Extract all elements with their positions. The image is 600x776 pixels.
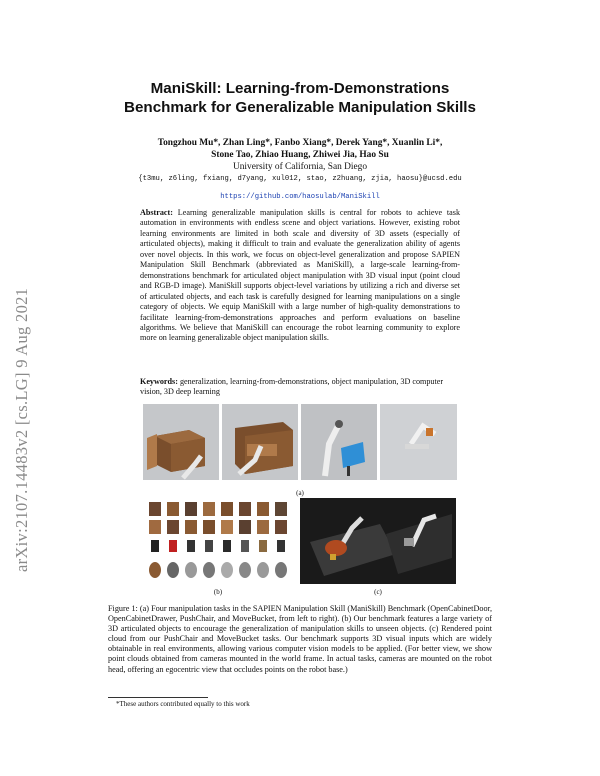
figure-a-tasks xyxy=(143,404,457,480)
figure-caption: Figure 1: (a) Four manipulation tasks in the SAPIEN Manipulation Skill (ManiSkill) Benchmark (OpenCabinetDoor, OpenCabinetDrawer, PushChair, and MoveBucket, from left to right). (b) Our benchmark features a large variety of 3D articulated objects to encourage the generalization of manipulation skills to unseen objects. (c) Rendered point cloud from our PushChair and MoveBucket tasks. Our benchmark supports 3D visual inputs which are widely obtainable in real environments, allowing various computer vision models to be applied. (For better view, we show point clouds obtained from cameras mounted in the world frame. In actual tasks, cameras are mounted on the robot head, offering an egocentric view that occludes points on the robot base.) xyxy=(108,604,492,674)
figure-c-label: (c) xyxy=(374,588,382,596)
keywords xyxy=(140,377,460,398)
abstract-text: Learning generalizable manipulation skills is central for robots to achieve task automation in environments with endless scene and object variations. However, existing robot learning environments are limited in both scale and diversity of 3D assets (especially of articulated objects), making it difficult to train and evaluate the generalization ability of agents over novel objects. In this work, we focus on object-level generalization and propose SAPIEN Manipulation Skill Benchmark (abbreviated as ManiSkill), a large-scale learning-from-demonstrations benchmark for articulated object manipulation with 3D visual input (point cloud and RGB-D image). ManiSkill supports object-level variations by utilizing a rich and diverse set of articulated objects, and each task is carefully designed for learning manipulations on a single category of objects. We equip ManiSkill with a large number of high-quality demonstrations to facilitate learning-from-demonstrations approaches and perform evaluations on baseline algorithms. We believe that ManiSkill can encourage the robot learning community to explore more on learning generalizable object manipulation skills. xyxy=(140,208,461,343)
authors-line-2: Stone Tao, Zhiao Huang, Zhiwei Jia, Hao Su xyxy=(211,150,389,160)
figure-b-object-grid xyxy=(143,500,293,584)
footnote: *These authors contributed equally to this work xyxy=(116,700,250,708)
bucket-assets-row xyxy=(149,562,287,578)
emails: {t3mu, z6ling, fxiang, d7yang, xul012, stao, z2huang, zjia, haosu}@ucsd.edu xyxy=(138,175,462,183)
paper-title xyxy=(0,79,600,117)
title-line-1: ManiSkill: Learning-from-Demonstrations xyxy=(150,80,450,97)
cabinet-assets-row-2 xyxy=(149,520,287,534)
footnote-rule xyxy=(108,697,208,698)
cabinet-assets-row-1 xyxy=(149,502,287,516)
open-cabinet-drawer-render xyxy=(222,404,298,480)
abstract xyxy=(140,208,460,344)
repo-link[interactable]: https://github.com/haosulab/ManiSkill xyxy=(220,193,380,201)
authors-line-1: Tongzhou Mu*, Zhan Ling*, Fanbo Xiang*, Derek Yang*, Xuanlin Li*, xyxy=(157,138,443,148)
title-line-2: Benchmark for Generalizable Manipulation Skills xyxy=(124,99,476,116)
figure-b-label: (b) xyxy=(213,588,223,596)
move-bucket-render xyxy=(380,404,457,480)
keywords-text: generalization, learning-from-demonstrations, object manipulation, 3D computer vision, 3D deep learning xyxy=(140,377,444,397)
figure-a-label: (a) xyxy=(296,489,304,497)
figure-c-point-clouds xyxy=(300,498,456,584)
chair-assets-row xyxy=(151,540,285,552)
abstract-label: Abstract: xyxy=(140,208,173,217)
push-chair-render xyxy=(301,404,377,480)
arxiv-stamp: arXiv:2107.14483v2 [cs.LG] 9 Aug 2021 xyxy=(12,287,31,572)
affiliation: University of California, San Diego xyxy=(232,162,368,172)
open-cabinet-door-render xyxy=(143,404,219,480)
author-block xyxy=(0,137,600,203)
keywords-label: Keywords: xyxy=(140,377,178,386)
